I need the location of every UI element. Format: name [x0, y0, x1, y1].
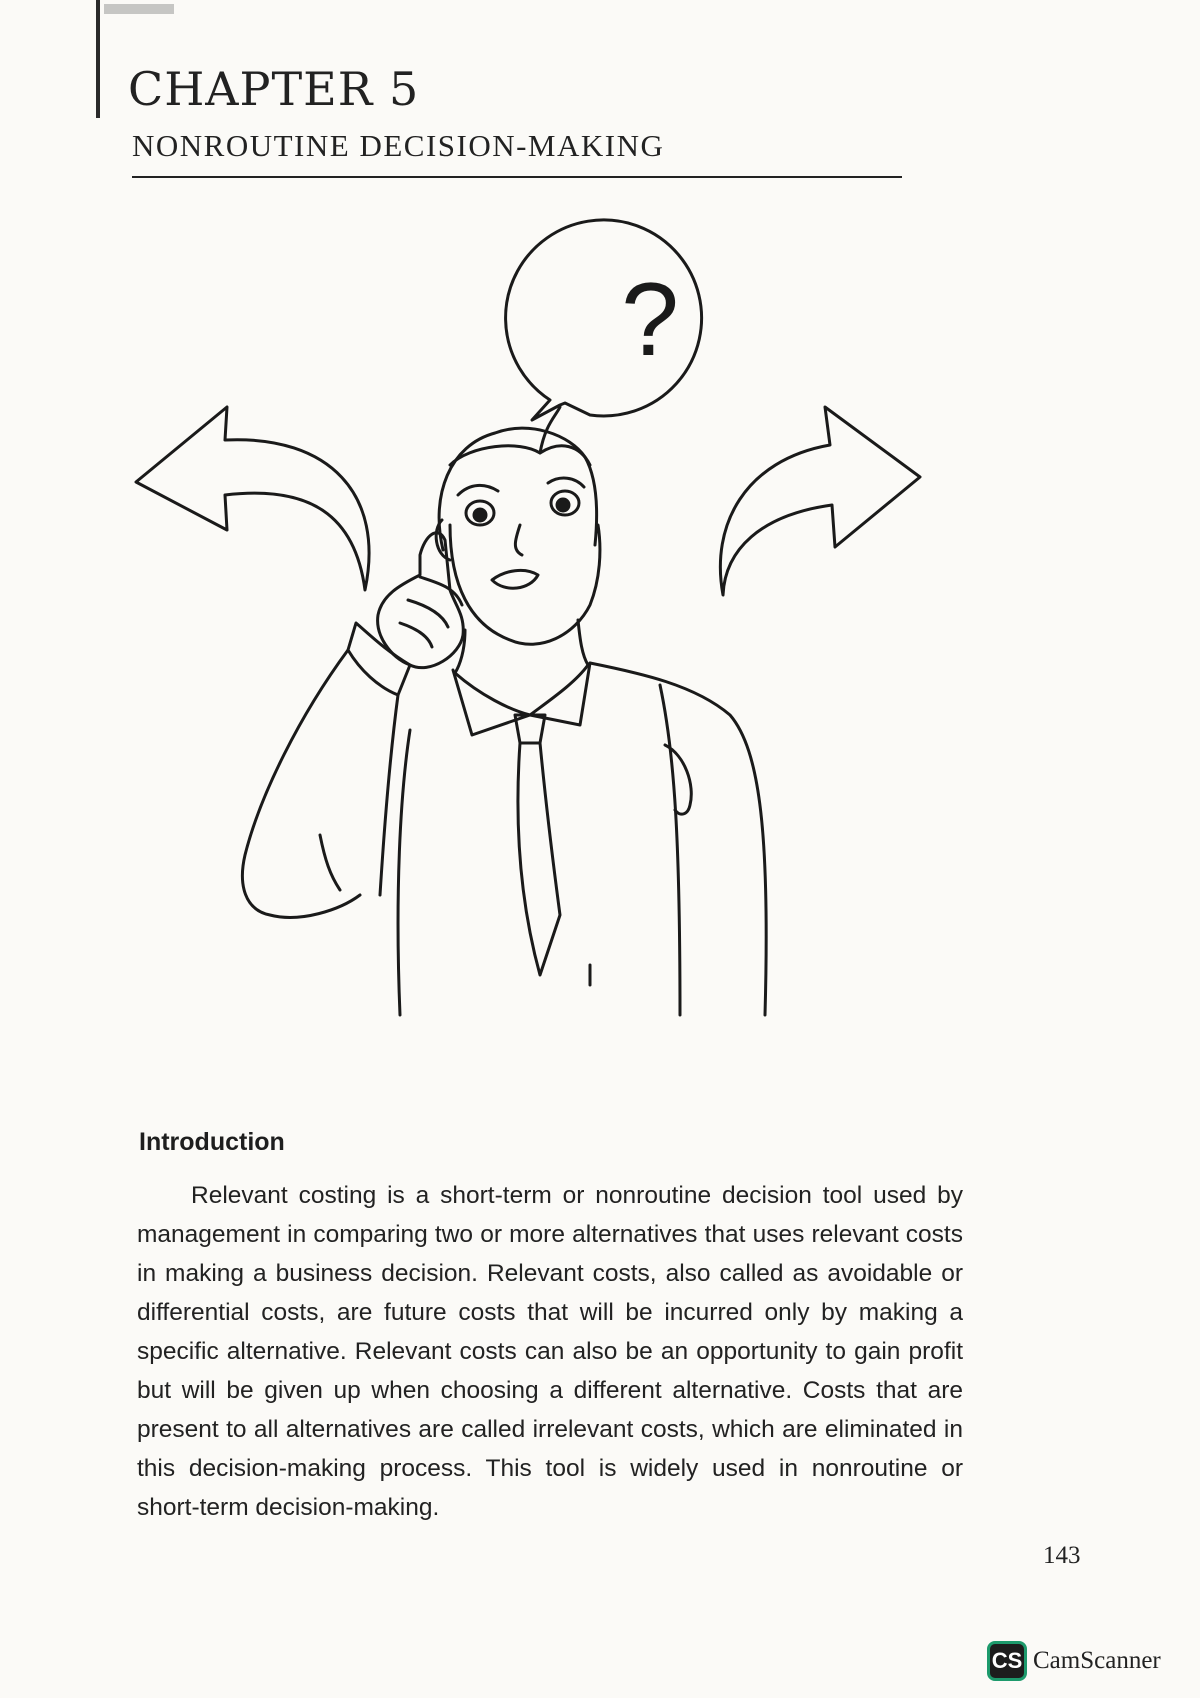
chapter-subtitle: NONROUTINE DECISION-MAKING: [132, 128, 665, 163]
introduction-heading: Introduction: [139, 1128, 285, 1156]
speech-bubble: [506, 220, 702, 420]
title-rule: [132, 176, 902, 178]
thinking-person: [242, 407, 766, 1015]
decision-illustration: [120, 195, 940, 1110]
chapter-title: CHAPTER 5: [128, 62, 420, 116]
introduction-paragraph: Relevant costing is a short-term or nonroutine decision tool used by management in comparing two or more alternatives that uses relevant costs in making a business decision. Relevant costs, also called as avoidable or differential costs, are future costs that will be incurred only by making a specific alternative. Relevant costs can also be an opportunity to gain profit but will be given up when choosing a different alternative. Costs that are present to all alternatives are called irrelevant costs, which are eliminated in this decision-making process. This tool is widely used in nonroutine or short-term decision-making.: [137, 1182, 963, 1521]
page-number: 143: [1043, 1542, 1081, 1569]
camscanner-logo-icon: CS: [987, 1641, 1027, 1681]
camscanner-brand-text: CamScanner: [1033, 1647, 1161, 1674]
right-arrow-icon: [720, 407, 920, 595]
page-corner-shade: [104, 4, 174, 14]
left-arrow-icon: [136, 407, 369, 590]
question-mark: ?: [621, 262, 679, 378]
page-corner-mark: [96, 0, 100, 118]
camscanner-watermark: [987, 1641, 1161, 1681]
